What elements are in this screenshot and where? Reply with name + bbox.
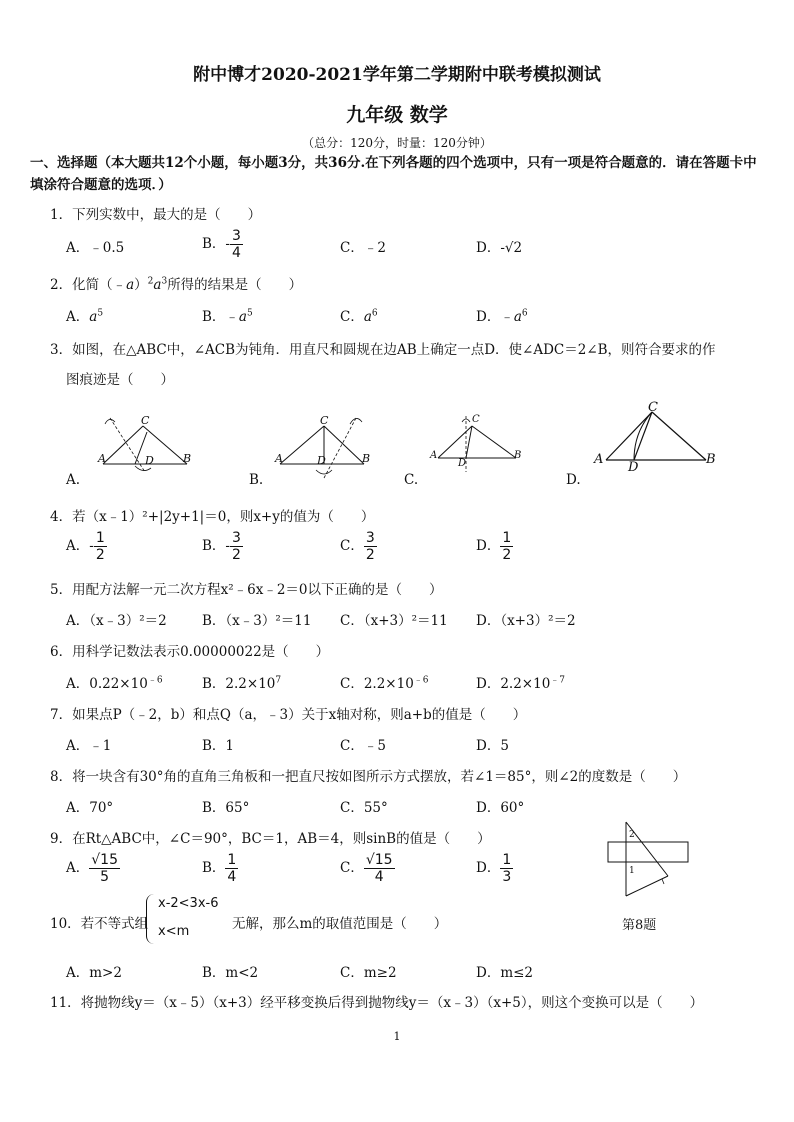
q2-option-b: B．$﹣a^5$	[202, 308, 253, 325]
q10-option-d: D．m≤2	[476, 965, 534, 981]
q2-option-a: A．$a^5$	[66, 308, 104, 325]
q6-option-b: B．$2.2\times 10^7$	[202, 675, 282, 692]
q10-option-b: B．m<2	[202, 965, 259, 981]
q8-figure: 2 1	[604, 820, 694, 900]
q1-option-b: B．- $\frac{3}{4}$	[202, 228, 241, 261]
q3-figure-a: A C B D	[95, 412, 205, 482]
q3-stem-line1: 3．如图，在△ABC中，∠ACB为钝角．用直尺和圆规在边AB上确定一点D．使∠ADC＝2∠B，则符合要求的作	[50, 342, 716, 358]
q10-option-a: A．m>2	[66, 965, 122, 981]
q4-option-d: D． $\frac{1}{2}$	[476, 530, 512, 563]
q6-option-c: C．$2.2\times 10^{﹣6}$	[340, 675, 429, 692]
q3-stem-line2: 图痕迹是（ ）	[66, 372, 174, 388]
q5-option-b: B．（x﹣3）²＝11	[202, 613, 312, 629]
q2-option-d: D．$﹣a^6$	[476, 308, 528, 325]
q10-stem-post: 无解，那么m的取值范围是（ ）	[232, 916, 448, 932]
page-number: 1	[393, 1030, 401, 1043]
q10-brace	[146, 894, 157, 944]
q4-option-c: C． $\frac{3}{2}$	[340, 530, 375, 563]
q3-option-a: A.	[66, 472, 81, 488]
q1-option-d: D．-√2	[476, 240, 523, 256]
q7-stem: 7．如果点P（﹣2，b）和点Q（a，﹣3）关于x轴对称，则a+b的值是（ ）	[50, 707, 527, 723]
q5-option-a: A．（x﹣3）²＝2	[66, 613, 167, 629]
q8-option-c: C．55°	[340, 800, 388, 816]
q3-figure-b: A C B D	[272, 412, 382, 482]
q5-stem: 5．用配方法解一元二次方程x²﹣6x﹣2＝0以下正确的是（ ）	[50, 582, 443, 598]
q3-option-c: C.	[404, 472, 419, 488]
q6-option-d: D．$2.2\times 10^{﹣7}$	[476, 675, 566, 692]
q1-stem: 1．下列实数中，最大的是（ ）	[50, 207, 262, 223]
q7-option-c: C．﹣5	[340, 738, 386, 754]
q9-stem: 9．在Rt△ABC中，∠C＝90°，BC＝1，AB＝4，则sinB的值是（ ）	[50, 831, 491, 847]
q5-option-d: D．（x+3）²＝2	[476, 613, 576, 629]
q6-stem: 6．用科学记数法表示0.00000022是（ ）	[50, 644, 330, 660]
q9-option-a: A． $\frac{√15}{5}$	[66, 852, 118, 885]
q7-option-b: B．1	[202, 738, 235, 754]
q3-option-b: B.	[249, 472, 264, 488]
q5-option-c: C．（x+3）²＝11	[340, 613, 448, 629]
section-heading: 一、选择题（本大题共12个小题，每小题3分，共36分.在下列各题的四个选项中，只有一项是符合题意的．请在答题卡中填涂符合题意的选项．）	[30, 155, 757, 193]
q2-stem: 2．化简$(﹣a)^2a^3$所得的结果是（ ）	[50, 276, 303, 293]
q1-option-c: C．﹣2	[340, 240, 386, 256]
q2-option-c: C．$a^6$	[340, 308, 378, 325]
q8-stem: 8．将一块含有30°角的直角三角板和一把直尺按如图所示方式摆放，若∠1＝85°，则∠2的度数是（ ）	[50, 769, 687, 785]
q7-option-a: A．﹣1	[66, 738, 112, 754]
q6-option-a: A．$0.22\times 10^{﹣6}$	[66, 675, 163, 692]
q10-inequality-1: x-2<3x-6	[158, 896, 219, 911]
q10-inequality-2: x<m	[158, 924, 190, 939]
q9-option-d: D． $\frac{1}{3}$	[476, 852, 512, 885]
q4-option-b: B．- $\frac{3}{2}$	[202, 530, 241, 563]
q11-stem: 11．将抛物线y＝（x﹣5）（x+3）经平移变换后得到抛物线y＝（x﹣3）（x+5），则这个变换可以是（ ）	[50, 995, 704, 1011]
q10-option-c: C．m≥2	[340, 965, 397, 981]
q3-figure-c: A C B D	[430, 414, 522, 469]
q10-stem-pre: 10．若不等式组	[50, 916, 149, 932]
q8-option-a: A．70°	[66, 800, 114, 816]
q8-option-d: D．60°	[476, 800, 525, 816]
q3-figure-d: A C B D	[594, 400, 716, 475]
exam-info: （总分：120分，时量：120分钟）	[302, 136, 492, 150]
q8-figure-label: 第8题	[622, 918, 657, 933]
q4-stem: 4．若（x﹣1）²+|2y+1|＝0，则x+y的值为（ ）	[50, 509, 375, 525]
q1-option-a: A．﹣0.5	[66, 240, 125, 256]
q3-option-d: D.	[566, 472, 581, 488]
q9-option-c: C． $\frac{√15}{4}$	[340, 852, 393, 885]
q8-option-b: B．65°	[202, 800, 250, 816]
exam-title: 附中博才2020-2021学年第二学期附中联考模拟测试	[193, 65, 601, 85]
q7-option-d: D．5	[476, 738, 509, 754]
exam-subtitle: 九年级 数学	[346, 104, 448, 126]
q9-option-b: B． $\frac{1}{4}$	[202, 852, 237, 885]
q4-option-a: A．- $\frac{1}{2}$	[66, 530, 105, 563]
